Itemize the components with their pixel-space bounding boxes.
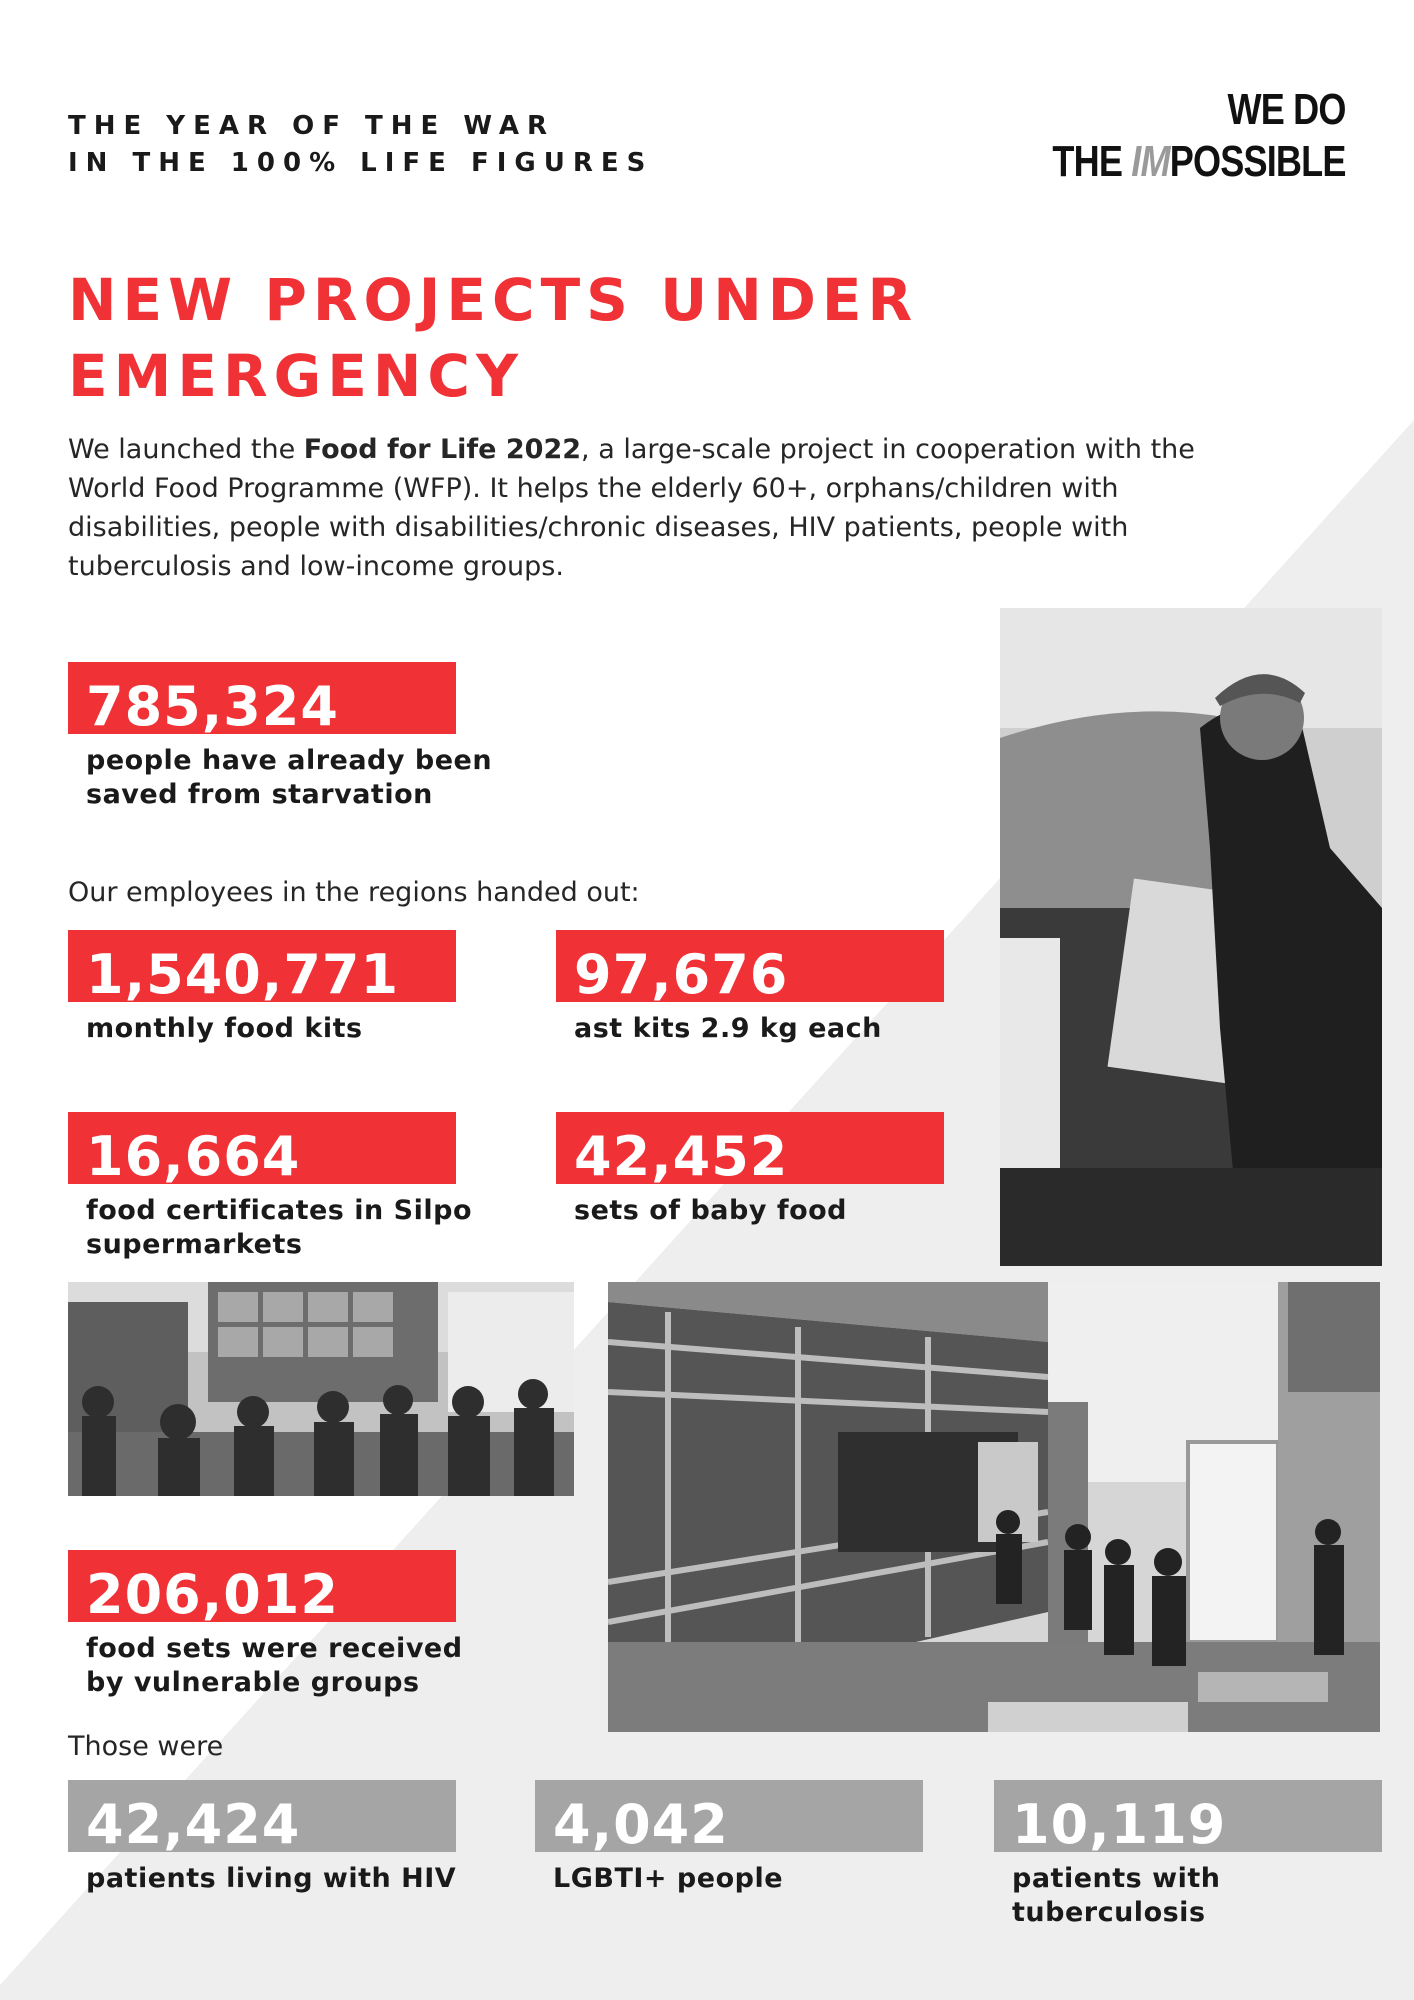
stat-tuberculosis-patients xyxy=(994,1780,1382,1930)
stat-value: 16,664 xyxy=(86,1125,301,1184)
intro-text-start: We launched the xyxy=(68,434,304,465)
logo-line-2 xyxy=(1053,136,1346,188)
stat-bar xyxy=(68,1550,456,1622)
stat-label-line-1: food sets were received xyxy=(86,1633,463,1664)
stat-bar xyxy=(556,930,944,1002)
stat-value: 10,119 xyxy=(1012,1793,1227,1852)
photo-volunteer-carrying-box xyxy=(1000,608,1382,1266)
logo-possible: POSSIBLE xyxy=(1170,137,1346,186)
stat-value: 206,012 xyxy=(86,1563,339,1622)
page-title xyxy=(68,262,918,414)
stat-label-line-1: patients living with HIV xyxy=(86,1863,457,1894)
stat-ast-kits xyxy=(556,930,944,1046)
stat-bar xyxy=(556,1112,944,1184)
report-kicker xyxy=(68,108,653,182)
logo-im: IM xyxy=(1131,137,1171,186)
stat-label-line-1: ast kits 2.9 kg each xyxy=(574,1013,882,1044)
intro-project-name: Food for Life 2022 xyxy=(303,434,582,465)
logo xyxy=(1053,84,1346,188)
stat-label-line-1: food certificates in Silpo xyxy=(86,1195,472,1226)
stat-label xyxy=(994,1862,1382,1930)
stat-value: 1,540,771 xyxy=(86,943,400,1002)
stat-bar xyxy=(994,1780,1382,1852)
stat-label-line-2: tuberculosis xyxy=(1012,1897,1206,1928)
stat-label-line-1: sets of baby food xyxy=(574,1195,848,1226)
stat-label xyxy=(68,1012,456,1046)
stat-label xyxy=(68,1632,463,1700)
intro-paragraph xyxy=(68,430,1268,586)
stat-value: 42,424 xyxy=(86,1793,301,1852)
stat-label xyxy=(556,1194,944,1228)
stat-bar xyxy=(535,1780,923,1852)
kicker-line-1: THE YEAR OF THE WAR xyxy=(68,111,555,141)
stat-label xyxy=(556,1012,944,1046)
stat-label xyxy=(535,1862,923,1896)
stat-lgbti-people xyxy=(535,1780,923,1896)
stat-value: 97,676 xyxy=(574,943,789,1002)
stat-label-line-1: LGBTI+ people xyxy=(553,1863,784,1894)
stat-label-line-1: patients with xyxy=(1012,1863,1221,1894)
photo-unloading-truck xyxy=(608,1282,1380,1732)
stat-bar xyxy=(68,1780,456,1852)
kicker-line-2: IN THE 100% LIFE FIGURES xyxy=(68,148,654,178)
title-line-2: EMERGENCY xyxy=(68,342,524,410)
stat-baby-food-sets xyxy=(556,1112,944,1228)
stat-monthly-food-kits xyxy=(68,930,456,1046)
stat-label-line-2: by vulnerable groups xyxy=(86,1667,420,1698)
stat-bar xyxy=(68,930,456,1002)
intro-text-end: , a large-scale project in cooperation with the World Food Programme (WFP). It helps the elderly 60+, orphans/children with disabilities, people with disabilities/chronic diseases, HIV patients, people with tuberculosis and low-income groups. xyxy=(68,434,1195,582)
stat-label-line-1: people have already been xyxy=(86,745,493,776)
stat-label-line-1: monthly food kits xyxy=(86,1013,363,1044)
photo-crowd-at-truck xyxy=(68,1282,574,1496)
stat-value: 785,324 xyxy=(86,675,339,734)
stat-label-line-2: supermarkets xyxy=(86,1229,303,1260)
stat-label xyxy=(68,744,492,812)
stat-value: 4,042 xyxy=(553,1793,729,1852)
stat-bar xyxy=(68,1112,456,1184)
stat-label-line-2: saved from starvation xyxy=(86,779,433,810)
stat-food-certificates xyxy=(68,1112,472,1262)
stat-bar xyxy=(68,662,456,734)
those-were-label: Those were xyxy=(68,1731,224,1762)
stat-hiv-patients xyxy=(68,1780,456,1896)
stat-food-sets-received xyxy=(68,1550,463,1700)
logo-line-1: WE DO xyxy=(1227,85,1346,134)
logo-the: THE xyxy=(1052,137,1132,186)
stat-label xyxy=(68,1194,472,1262)
stat-value: 42,452 xyxy=(574,1125,789,1184)
stat-people-saved xyxy=(68,662,492,812)
title-line-1: NEW PROJECTS UNDER xyxy=(68,266,919,334)
handed-out-intro: Our employees in the regions handed out: xyxy=(68,877,640,908)
stat-label xyxy=(68,1862,456,1896)
